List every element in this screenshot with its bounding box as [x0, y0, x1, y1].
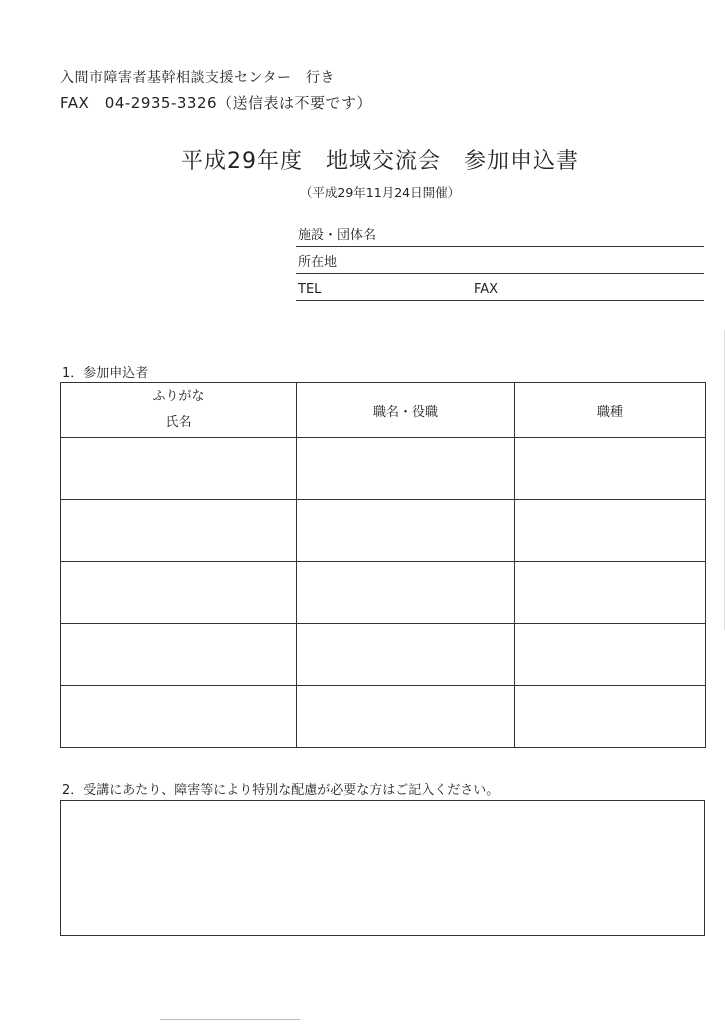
fax-label: FAX	[474, 282, 499, 297]
position-cell[interactable]	[297, 438, 515, 500]
special-needs-box[interactable]	[60, 800, 705, 936]
job-type-cell[interactable]	[515, 500, 706, 562]
position-cell[interactable]	[297, 500, 515, 562]
job-type-cell[interactable]	[515, 562, 706, 624]
table-row	[61, 624, 706, 686]
participants-table	[60, 382, 706, 748]
name-cell[interactable]	[61, 500, 297, 562]
position-cell[interactable]	[297, 686, 515, 748]
tel-fax-row[interactable]	[296, 274, 704, 301]
table-row	[61, 500, 706, 562]
job-type-cell[interactable]	[515, 624, 706, 686]
job-type-cell[interactable]	[515, 438, 706, 500]
recipient-line: 入間市障害者基幹相談支援センター 行き	[60, 70, 335, 86]
facility-name-row[interactable]	[296, 220, 704, 247]
form-title: 平成29年度 地域交流会 参加申込書	[181, 149, 579, 174]
table-header-row	[61, 383, 706, 438]
header-name	[61, 383, 297, 438]
name-cell[interactable]	[61, 562, 297, 624]
table-row	[61, 438, 706, 500]
scan-edge-mark	[160, 1019, 300, 1020]
name-cell[interactable]	[61, 686, 297, 748]
name-cell[interactable]	[61, 624, 297, 686]
header-job-type: 職種	[515, 383, 706, 438]
fax-number-line: FAX 04-2935-3326（送信表は不要です）	[60, 94, 373, 112]
header-position: 職名・役職	[297, 383, 515, 438]
header-name-kana: ふりがな	[152, 389, 205, 404]
address-label: 所在地	[298, 255, 338, 270]
table-row	[61, 686, 706, 748]
section1-heading: 1．参加申込者	[62, 366, 149, 381]
position-cell[interactable]	[297, 624, 515, 686]
table-row	[61, 562, 706, 624]
section2-heading: 2．受講にあたり、障害等により特別な配慮が必要な方はご記入ください。	[62, 783, 500, 798]
position-cell[interactable]	[297, 562, 515, 624]
header-name-kanji: 氏名	[165, 415, 192, 430]
address-row[interactable]	[296, 247, 704, 274]
name-cell[interactable]	[61, 438, 297, 500]
tel-label: TEL	[298, 282, 322, 297]
facility-name-label: 施設・団体名	[298, 228, 377, 243]
job-type-cell[interactable]	[515, 686, 706, 748]
form-subtitle: （平成29年11月24日開催）	[299, 185, 461, 200]
